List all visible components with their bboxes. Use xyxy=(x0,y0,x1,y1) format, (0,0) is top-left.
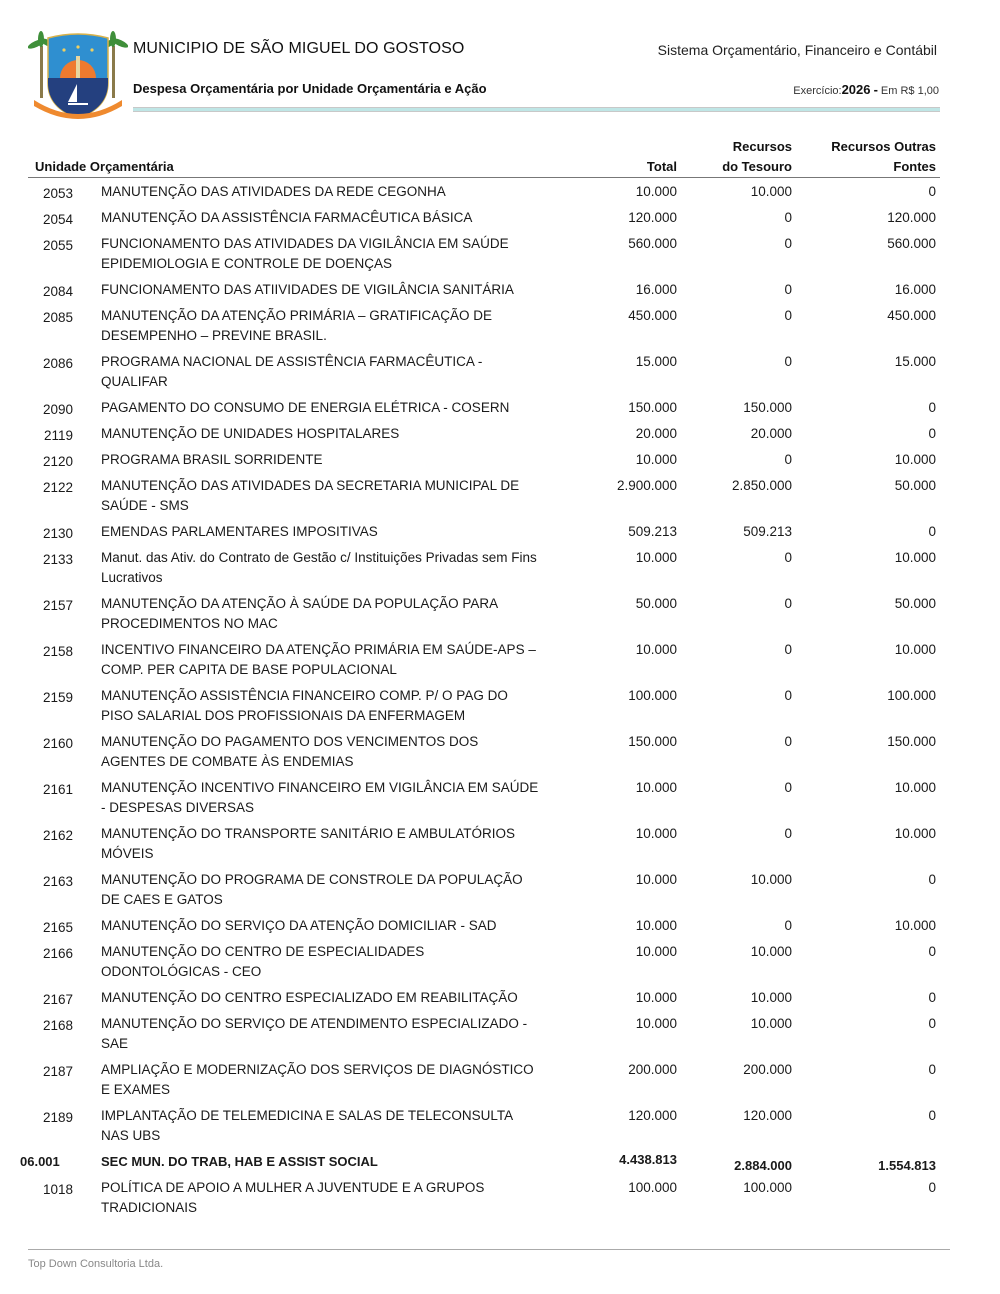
other-sources-value: 0 xyxy=(928,1108,936,1123)
other-sources-value: 0 xyxy=(928,1180,936,1195)
treasury-value: 20.000 xyxy=(750,426,792,441)
action-code: 2157 xyxy=(42,598,73,613)
budget-table xyxy=(20,135,940,1220)
treasury-value: 10.000 xyxy=(750,872,792,887)
table-header xyxy=(28,135,940,178)
municipal-coat-of-arms-icon xyxy=(28,28,128,124)
table-row xyxy=(28,636,940,682)
other-sources-value: 10.000 xyxy=(894,780,936,795)
other-sources-value: 15.000 xyxy=(894,354,936,369)
action-description: MANUTENÇÃO DO CENTRO DE ESPECIALIDADES ODONTOLÓGICAS - CEO xyxy=(101,944,425,979)
action-description: POLÍTICA DE APOIO A MULHER A JUVENTUDE E A GRUPOS TRADICIONAIS xyxy=(101,1180,485,1215)
table-row xyxy=(28,302,940,348)
treasury-value: 0 xyxy=(784,734,792,749)
total-value: 10.000 xyxy=(635,780,677,795)
action-code: 06.001 xyxy=(20,1154,60,1169)
table-row xyxy=(28,518,940,544)
table-body xyxy=(20,178,940,1220)
action-code: 2120 xyxy=(42,454,73,469)
action-code: 2133 xyxy=(42,552,73,567)
other-sources-value: 10.000 xyxy=(894,642,936,657)
treasury-value: 0 xyxy=(784,550,792,565)
action-code: 2161 xyxy=(42,782,73,797)
total-value: 10.000 xyxy=(635,872,677,887)
action-description: EMENDAS PARLAMENTARES IMPOSITIVAS xyxy=(101,524,378,539)
column-header-total: Total xyxy=(646,159,677,174)
action-description: MANUTENÇÃO DA ATENÇÃO À SAÚDE DA POPULAÇÃO PARA PROCEDIMENTOS NO MAC xyxy=(101,596,498,631)
action-code: 2158 xyxy=(42,644,73,659)
other-sources-value: 0 xyxy=(928,524,936,539)
total-value: 560.000 xyxy=(628,236,677,251)
total-value: 509.213 xyxy=(628,524,677,539)
action-code: 2122 xyxy=(42,480,73,495)
table-row xyxy=(28,348,940,394)
other-sources-value: 0 xyxy=(928,184,936,199)
action-description: MANUTENÇÃO DO SERVIÇO DA ATENÇÃO DOMICILIAR - SAD xyxy=(101,918,497,933)
other-sources-value: 0 xyxy=(928,1016,936,1031)
action-code: 2085 xyxy=(42,310,73,325)
total-value: 100.000 xyxy=(628,688,677,703)
total-value: 150.000 xyxy=(628,734,677,749)
action-code: 2090 xyxy=(42,402,73,417)
other-sources-value: 0 xyxy=(928,872,936,887)
exercise-separator: - xyxy=(873,82,878,97)
treasury-value: 10.000 xyxy=(750,1016,792,1031)
footer-company: Top Down Consultoria Ltda. xyxy=(28,1258,164,1270)
total-value: 20.000 xyxy=(635,426,677,441)
table-row xyxy=(28,1056,940,1102)
action-code: 2130 xyxy=(42,526,73,541)
other-sources-value: 1.554.813 xyxy=(878,1158,936,1173)
action-description: Manut. das Ativ. do Contrato de Gestão c/ Instituições Privadas sem Fins Lucrativos xyxy=(101,550,537,585)
action-description: IMPLANTAÇÃO DE TELEMEDICINA E SALAS DE TELECONSULTA NAS UBS xyxy=(101,1108,513,1143)
action-code: 2159 xyxy=(42,690,73,705)
action-code: 2165 xyxy=(42,920,73,935)
treasury-value: 10.000 xyxy=(750,944,792,959)
other-sources-value: 0 xyxy=(928,426,936,441)
total-value: 10.000 xyxy=(635,642,677,657)
total-value: 15.000 xyxy=(635,354,677,369)
treasury-value: 0 xyxy=(784,596,792,611)
total-value: 120.000 xyxy=(628,1108,677,1123)
action-code: 2084 xyxy=(42,284,73,299)
action-description: MANUTENÇÃO DO CENTRO ESPECIALIZADO EM REABILITAÇÃO xyxy=(101,990,518,1005)
other-sources-value: 0 xyxy=(928,944,936,959)
table-row xyxy=(28,1010,940,1056)
action-code: 2167 xyxy=(42,992,73,1007)
total-value: 100.000 xyxy=(628,1180,677,1195)
action-code: 2054 xyxy=(42,212,73,227)
action-code: 2160 xyxy=(42,736,73,751)
table-row xyxy=(28,682,940,728)
column-header-other-line1: Recursos Outras xyxy=(831,139,936,154)
other-sources-value: 10.000 xyxy=(894,452,936,467)
other-sources-value: 0 xyxy=(928,400,936,415)
table-row xyxy=(28,394,940,420)
action-description: MANUTENÇÃO DO TRANSPORTE SANITÁRIO E AMBULATÓRIOS MÓVEIS xyxy=(101,826,516,861)
treasury-value: 0 xyxy=(784,308,792,323)
action-description: MANUTENÇÃO ASSISTÊNCIA FINANCEIRO COMP. P/ O PAG DO PISO SALARIAL DOS PROFISSIONAIS DA ENFERMAGEM xyxy=(101,688,508,723)
action-description: MANUTENÇÃO DE UNIDADES HOSPITALARES xyxy=(101,426,400,441)
action-code: 2162 xyxy=(42,828,73,843)
treasury-value: 10.000 xyxy=(750,990,792,1005)
table-row xyxy=(28,590,940,636)
unit-subtotal-row xyxy=(20,1148,940,1174)
table-row xyxy=(28,446,940,472)
other-sources-value: 50.000 xyxy=(894,596,936,611)
total-value: 16.000 xyxy=(635,282,677,297)
action-code: 2189 xyxy=(42,1110,73,1125)
total-value: 10.000 xyxy=(635,990,677,1005)
treasury-value: 0 xyxy=(784,236,792,251)
table-row xyxy=(28,728,940,774)
table-row xyxy=(28,204,940,230)
currency-unit: Em R$ 1,00 xyxy=(880,85,939,97)
total-value: 50.000 xyxy=(635,596,677,611)
treasury-value: 0 xyxy=(784,826,792,841)
exercise-label: Exercício: xyxy=(793,85,842,97)
other-sources-value: 560.000 xyxy=(887,236,936,251)
other-sources-value: 0 xyxy=(928,990,936,1005)
footer-divider xyxy=(28,1249,950,1250)
column-header-treasury xyxy=(672,137,792,177)
table-row xyxy=(28,938,940,984)
action-description: PAGAMENTO DO CONSUMO DE ENERGIA ELÉTRICA - COSERN xyxy=(101,400,510,415)
total-value: 10.000 xyxy=(635,184,677,199)
table-row xyxy=(28,1102,940,1148)
action-description: MANUTENÇÃO DA ASSISTÊNCIA FARMACÊUTICA BÁSICA xyxy=(101,210,473,225)
table-row xyxy=(28,178,940,204)
treasury-value: 0 xyxy=(784,210,792,225)
action-code: 2166 xyxy=(42,946,73,961)
other-sources-value: 16.000 xyxy=(894,282,936,297)
treasury-value: 2.884.000 xyxy=(734,1158,792,1173)
treasury-value: 0 xyxy=(784,688,792,703)
total-value: 10.000 xyxy=(635,1016,677,1031)
treasury-value: 10.000 xyxy=(750,184,792,199)
exercise-year: 2026 xyxy=(841,82,871,97)
other-sources-value: 0 xyxy=(928,1062,936,1077)
action-description: MANUTENÇÃO DO PAGAMENTO DOS VENCIMENTOS DOS AGENTES DE COMBATE ÀS ENDEMIAS xyxy=(101,734,479,769)
report-title: Despesa Orçamentária por Unidade Orçamentária e Ação xyxy=(133,81,487,96)
total-value: 10.000 xyxy=(635,918,677,933)
total-value: 150.000 xyxy=(628,400,677,415)
action-description: PROGRAMA BRASIL SORRIDENTE xyxy=(101,452,323,467)
total-value: 450.000 xyxy=(628,308,677,323)
table-row xyxy=(28,866,940,912)
table-row xyxy=(28,276,940,302)
treasury-value: 0 xyxy=(784,282,792,297)
column-header-treasury-line2: do Tesouro xyxy=(722,159,792,174)
column-header-other-line2: Fontes xyxy=(893,159,936,174)
total-value: 10.000 xyxy=(635,826,677,841)
table-row xyxy=(28,1174,940,1220)
other-sources-value: 50.000 xyxy=(894,478,936,493)
action-code: 2168 xyxy=(42,1018,73,1033)
action-code: 2086 xyxy=(42,356,73,371)
action-description: PROGRAMA NACIONAL DE ASSISTÊNCIA FARMACÊUTICA - QUALIFAR xyxy=(101,354,483,389)
total-value: 10.000 xyxy=(635,944,677,959)
table-row xyxy=(28,472,940,518)
other-sources-value: 100.000 xyxy=(887,688,936,703)
action-code: 2055 xyxy=(42,238,73,253)
table-row xyxy=(28,544,940,590)
table-row xyxy=(28,230,940,276)
total-value: 10.000 xyxy=(635,452,677,467)
treasury-value: 0 xyxy=(784,918,792,933)
action-code: 2053 xyxy=(42,186,73,201)
total-value: 200.000 xyxy=(628,1062,677,1077)
column-header-treasury-line1: Recursos xyxy=(732,139,792,154)
treasury-value: 0 xyxy=(784,780,792,795)
action-code: 2187 xyxy=(42,1064,73,1079)
system-name: Sistema Orçamentário, Financeiro e Contábil xyxy=(657,42,937,58)
action-description: MANUTENÇÃO DAS ATIVIDADES DA SECRETARIA MUNICIPAL DE SAÚDE - SMS xyxy=(101,478,520,513)
treasury-value: 200.000 xyxy=(743,1062,792,1077)
other-sources-value: 150.000 xyxy=(887,734,936,749)
other-sources-value: 450.000 xyxy=(887,308,936,323)
action-description: MANUTENÇÃO DA ATENÇÃO PRIMÁRIA – GRATIFICAÇÃO DE DESEMPENHO – PREVINE BRASIL. xyxy=(101,308,493,343)
total-value: 120.000 xyxy=(628,210,677,225)
treasury-value: 2.850.000 xyxy=(731,478,792,493)
table-row xyxy=(28,420,940,446)
table-row xyxy=(28,984,940,1010)
treasury-value: 100.000 xyxy=(743,1180,792,1195)
action-description: FUNCIONAMENTO DAS ATIVIDADES DA VIGILÂNCIA EM SAÚDE EPIDEMIOLOGIA E CONTROLE DE DOENÇAS xyxy=(101,236,509,271)
action-code: 2163 xyxy=(42,874,73,889)
action-description: MANUTENÇÃO INCENTIVO FINANCEIRO EM VIGILÂNCIA EM SAÚDE - DESPESAS DIVERSAS xyxy=(101,780,539,815)
action-description: AMPLIAÇÃO E MODERNIZAÇÃO DOS SERVIÇOS DE DIAGNÓSTICO E EXAMES xyxy=(101,1062,534,1097)
municipality-name: MUNICIPIO DE SÃO MIGUEL DO GOSTOSO xyxy=(133,40,465,57)
header-divider xyxy=(133,107,940,112)
action-code: 1018 xyxy=(42,1182,73,1197)
treasury-value: 0 xyxy=(784,452,792,467)
action-description: INCENTIVO FINANCEIRO DA ATENÇÃO PRIMÁRIA EM SAÚDE-APS – COMP. PER CAPITA DE BASE POPULACIONAL xyxy=(101,642,536,677)
total-value: 2.900.000 xyxy=(616,478,677,493)
action-description: SEC MUN. DO TRAB, HAB E ASSIST SOCIAL xyxy=(101,1154,378,1169)
column-header-unit: Unidade Orçamentária xyxy=(35,159,174,174)
action-description: MANUTENÇÃO DO PROGRAMA DE CONSTROLE DA POPULAÇÃO DE CAES E GATOS xyxy=(101,872,523,907)
table-row xyxy=(28,774,940,820)
exercise-info xyxy=(793,82,939,97)
other-sources-value: 10.000 xyxy=(894,826,936,841)
action-code: 2119 xyxy=(43,428,73,443)
action-description: MANUTENÇÃO DAS ATIVIDADES DA REDE CEGONHA xyxy=(101,184,446,199)
column-header-other-sources xyxy=(806,137,936,177)
treasury-value: 150.000 xyxy=(743,400,792,415)
other-sources-value: 10.000 xyxy=(894,550,936,565)
action-description: MANUTENÇÃO DO SERVIÇO DE ATENDIMENTO ESPECIALIZADO - SAE xyxy=(101,1016,528,1051)
treasury-value: 0 xyxy=(784,354,792,369)
table-row xyxy=(28,912,940,938)
other-sources-value: 120.000 xyxy=(887,210,936,225)
treasury-value: 0 xyxy=(784,642,792,657)
total-value: 10.000 xyxy=(635,550,677,565)
treasury-value: 509.213 xyxy=(743,524,792,539)
treasury-value: 120.000 xyxy=(743,1108,792,1123)
table-row xyxy=(28,820,940,866)
total-value: 4.438.813 xyxy=(619,1152,677,1167)
action-description: FUNCIONAMENTO DAS ATIIVIDADES DE VIGILÂNCIA SANITÁRIA xyxy=(101,282,514,297)
other-sources-value: 10.000 xyxy=(894,918,936,933)
